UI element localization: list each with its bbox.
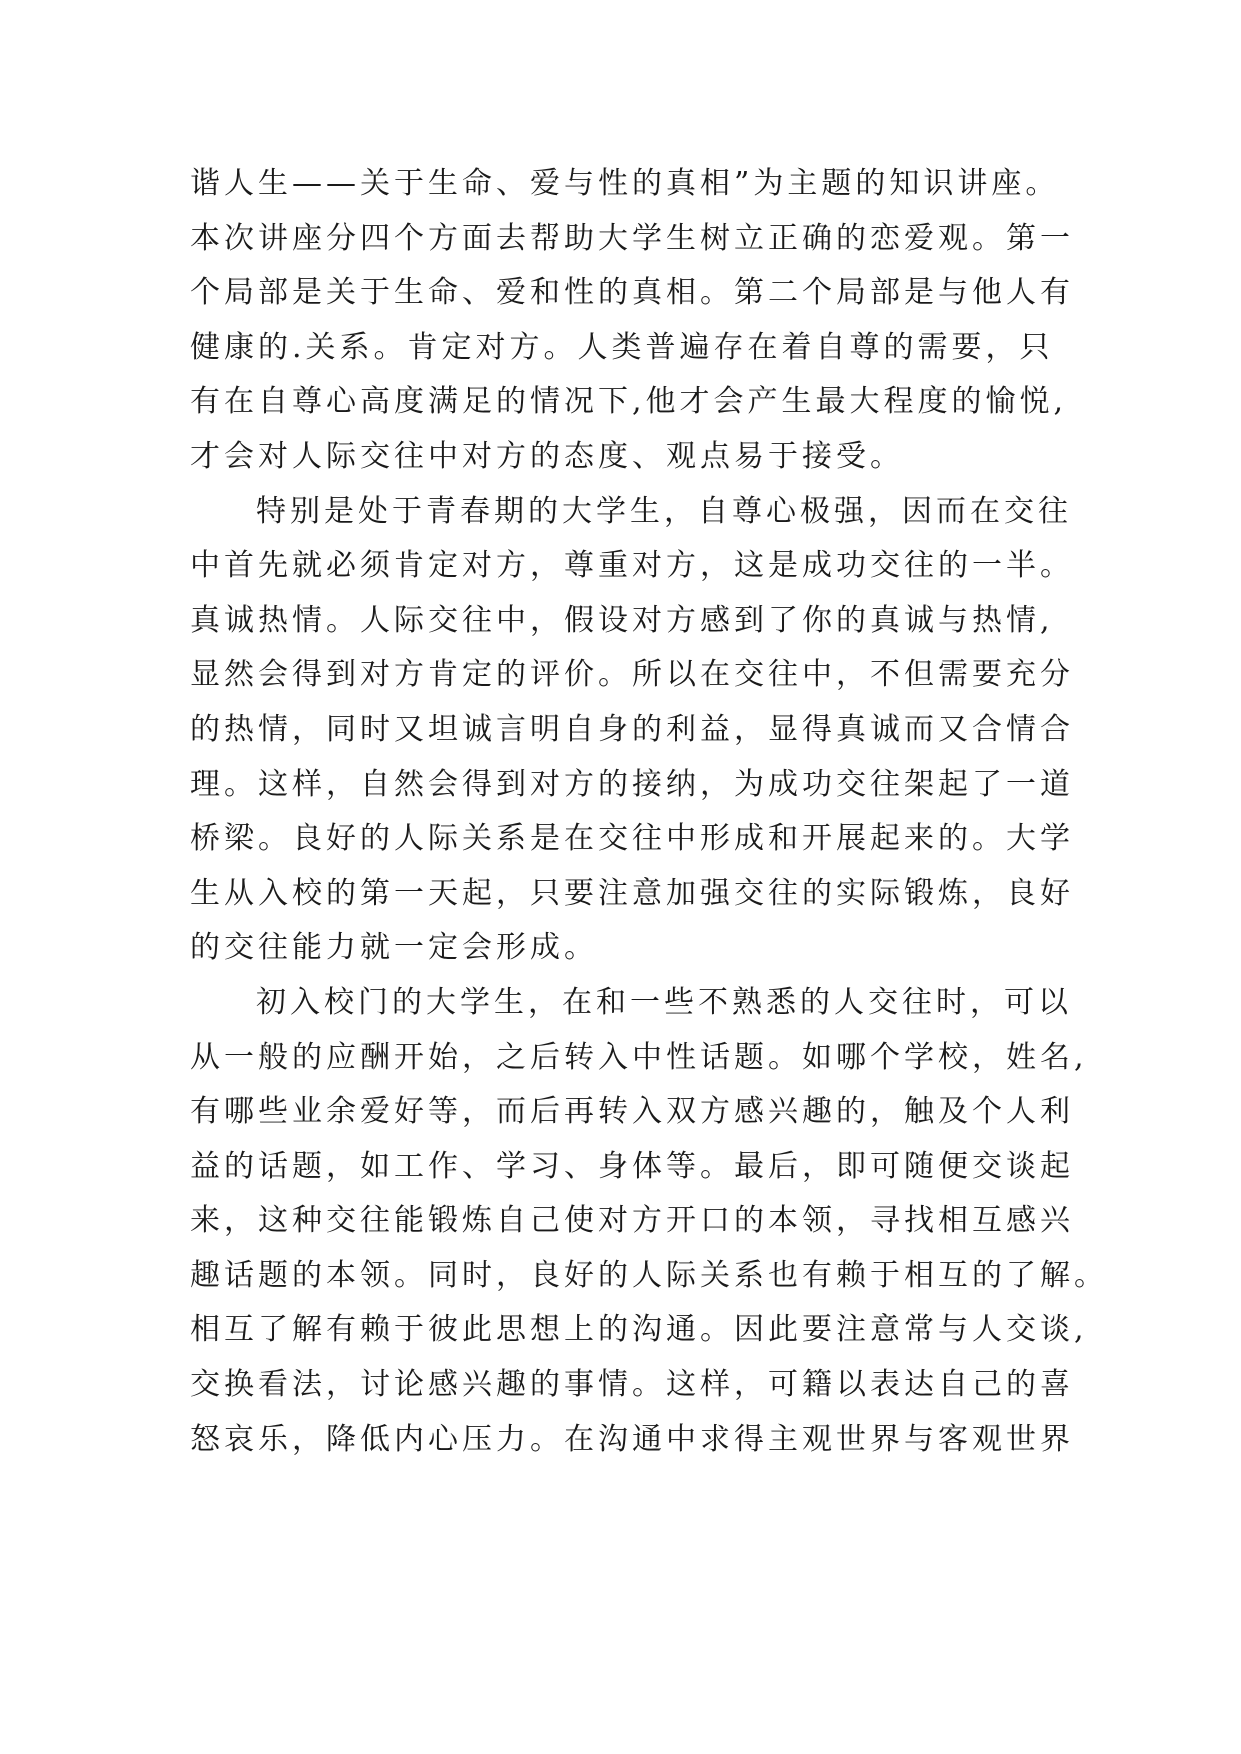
text-line: 初入校门的大学生，在和一些不熟悉的人交往时，可以 — [256, 984, 1072, 1020]
text-line: 生从入校的第一天起，只要注意加强交往的实际锻炼，良好 — [190, 875, 1074, 911]
text-line: 个局部是关于生命、爱和性的真相。第二个局部是与他人有 — [190, 275, 1074, 311]
text-line: 谐人生——关于生命、爱与性的真相”为主题的知识讲座。 — [190, 166, 1060, 201]
text-line: 本次讲座分四个方面去帮助大学生树立正确的恋爱观。第一 — [190, 220, 1074, 256]
text-line: 桥梁。良好的人际关系是在交往中形成和开展起来的。大学 — [190, 821, 1074, 857]
text-line: 真诚热情。人际交往中，假设对方感到了你的真诚与热情, — [190, 602, 1054, 638]
text-line: 有在自尊心高度满足的情况下,他才会产生最大程度的愉悦, — [190, 384, 1068, 420]
text-line: 趣话题的本领。同时，良好的人际关系也有赖于相互的了解。 — [190, 1257, 1108, 1293]
text-line: 怒哀乐，降低内心压力。在沟通中求得主观世界与客观世界 — [190, 1421, 1074, 1457]
text-line: 交换看法，讨论感兴趣的事情。这样，可籍以表达自己的喜 — [190, 1367, 1074, 1403]
text-line: 的交往能力就一定会形成。 — [190, 930, 598, 966]
text-line: 中首先就必须肯定对方，尊重对方，这是成功交往的一半。 — [190, 548, 1074, 584]
text-line: 才会对人际交往中对方的态度、观点易于接受。 — [190, 438, 904, 474]
text-line: 显然会得到对方肯定的评价。所以在交往中，不但需要充分 — [190, 657, 1074, 693]
text-line: 益的话题，如工作、学习、身体等。最后，即可随便交谈起 — [190, 1148, 1074, 1184]
text-line: 有哪些业余爱好等，而后再转入双方感兴趣的，触及个人利 — [190, 1094, 1074, 1130]
text-line: 的热情，同时又坦诚言明自身的利益，显得真诚而又合情合 — [190, 711, 1074, 747]
text-line: 从一般的应酬开始，之后转入中性话题。如哪个学校，姓名, — [190, 1039, 1088, 1075]
text-line: 特别是处于青春期的大学生，自尊心极强，因而在交往 — [256, 493, 1072, 529]
body-text — [190, 157, 1108, 1467]
text-line: 相互了解有赖于彼此思想上的沟通。因此要注意常与人交谈, — [190, 1312, 1088, 1348]
text-line: 健康的.关系。肯定对方。人类普遍存在着自尊的需要，只 — [190, 329, 1054, 365]
text-line: 理。这样，自然会得到对方的接纳，为成功交往架起了一道 — [190, 766, 1074, 802]
text-line: 来，这种交往能锻炼自己使对方开口的本领，寻找相互感兴 — [190, 1203, 1074, 1239]
